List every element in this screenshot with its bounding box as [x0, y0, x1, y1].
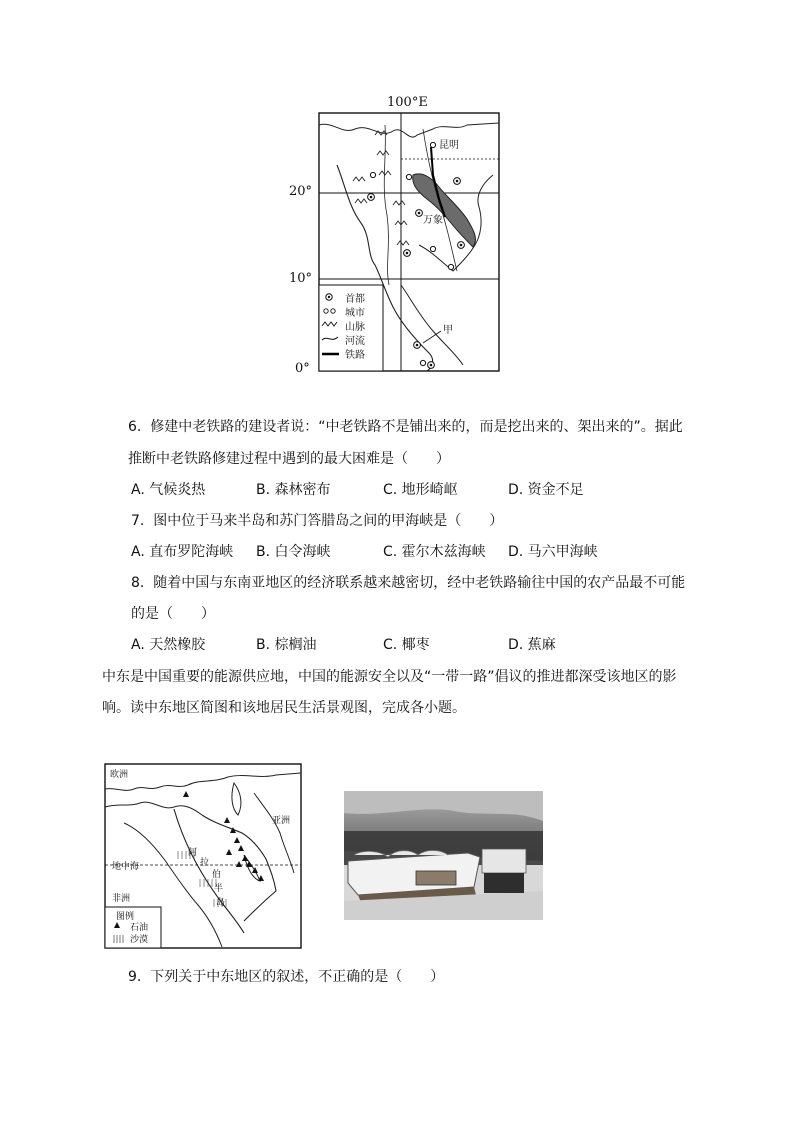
southeast-asia-map — [283, 95, 503, 380]
question-6-option-c[interactable]: C. 地形崎岖 — [383, 482, 458, 498]
label-asia: 亚洲 — [272, 816, 291, 826]
legend-oil: 石油 — [130, 923, 149, 933]
label-africa: 非洲 — [112, 894, 131, 904]
intro-line2: 响。读中东地区简图和该地居民生活景观图，完成各小题。 — [102, 700, 466, 716]
question-8-line2: 的是（ ） — [131, 606, 215, 622]
intro-line1: 中东是中国重要的能源供应地，中国的能源安全以及“一带一路”倡议的推进都深受该地区的影 — [102, 669, 677, 685]
question-9-text: 下列关于中东地区的叙述，不正确的是（ ） — [150, 969, 445, 985]
question-7-option-b[interactable]: B. 白令海峡 — [256, 544, 331, 560]
legend-river: 河流 — [345, 336, 365, 347]
question-9-number: 9. — [128, 969, 142, 985]
question-6-option-a[interactable]: A. 气候炎热 — [131, 482, 206, 498]
legend-railway: 铁路 — [345, 350, 365, 361]
question-7-number: 7. — [131, 513, 145, 529]
label-peninsula-4: 半 — [214, 884, 224, 894]
question-8-text: 随着中国与东南亚地区的经济联系越来越密切，经中老铁路输往中国的农产品最不可能 — [153, 575, 686, 591]
city-label-kunming: 昆明 — [439, 140, 459, 151]
question-8-line1 — [131, 573, 685, 593]
question-8-number: 8. — [131, 575, 145, 591]
middle-east-map — [104, 763, 302, 949]
residence-photo — [344, 791, 543, 920]
question-9-line1 — [128, 967, 444, 987]
question-7-option-c[interactable]: C. 霍尔木兹海峡 — [383, 544, 486, 560]
question-6-option-b[interactable]: B. 森林密布 — [256, 482, 331, 498]
question-8-option-c[interactable]: C. 椰枣 — [383, 637, 430, 653]
legend-city: 城市 — [345, 308, 365, 319]
latitude-label-0: 0° — [295, 361, 310, 376]
latitude-label-10: 10° — [289, 271, 313, 286]
city-label-vientiane: 万象 — [423, 215, 443, 226]
question-6-number: 6. — [128, 419, 142, 435]
label-peninsula-5: 岛 — [216, 898, 226, 908]
label-peninsula-3: 伯 — [212, 870, 222, 880]
label-europe: 欧洲 — [110, 770, 129, 780]
question-6-text: 修建中老铁路的建设者说：“中老铁路不是铺出来的，而是挖出来的、架出来的”。据此 — [150, 419, 683, 435]
question-8-option-d[interactable]: D. 蕉麻 — [508, 637, 556, 653]
legend-capital: 首都 — [345, 294, 365, 305]
longitude-label: 100°E — [387, 95, 428, 110]
label-peninsula-2: 拉 — [200, 858, 210, 868]
question-6-line2: 推断中老铁路修建过程中遇到的最大困难是（ ） — [128, 451, 450, 467]
question-8-option-b[interactable]: B. 棕榈油 — [256, 637, 317, 653]
question-7-option-a[interactable]: A. 直布罗陀海峡 — [131, 544, 234, 560]
question-7-text: 图中位于马来半岛和苏门答腊岛之间的甲海峡是（ ） — [153, 513, 504, 529]
legend-title: 图例 — [116, 912, 135, 922]
legend-mountain: 山脉 — [345, 322, 365, 333]
southeast-asia-map-svg — [283, 95, 503, 380]
question-7-option-d[interactable]: D. 马六甲海峡 — [508, 544, 598, 560]
question-6-option-d[interactable]: D. 资金不足 — [508, 482, 584, 498]
label-peninsula-1: 阿 — [188, 848, 198, 858]
question-6-line1 — [128, 417, 683, 437]
question-7-line1 — [131, 511, 503, 531]
legend-desert: 沙漠 — [130, 935, 149, 945]
latitude-label-20: 20° — [289, 184, 313, 199]
question-8-option-a[interactable]: A. 天然橡胶 — [131, 637, 206, 653]
residence-photo-svg — [344, 791, 543, 920]
strait-label-jia: 甲 — [443, 325, 453, 336]
label-mediterranean: 地中海 — [112, 862, 140, 872]
